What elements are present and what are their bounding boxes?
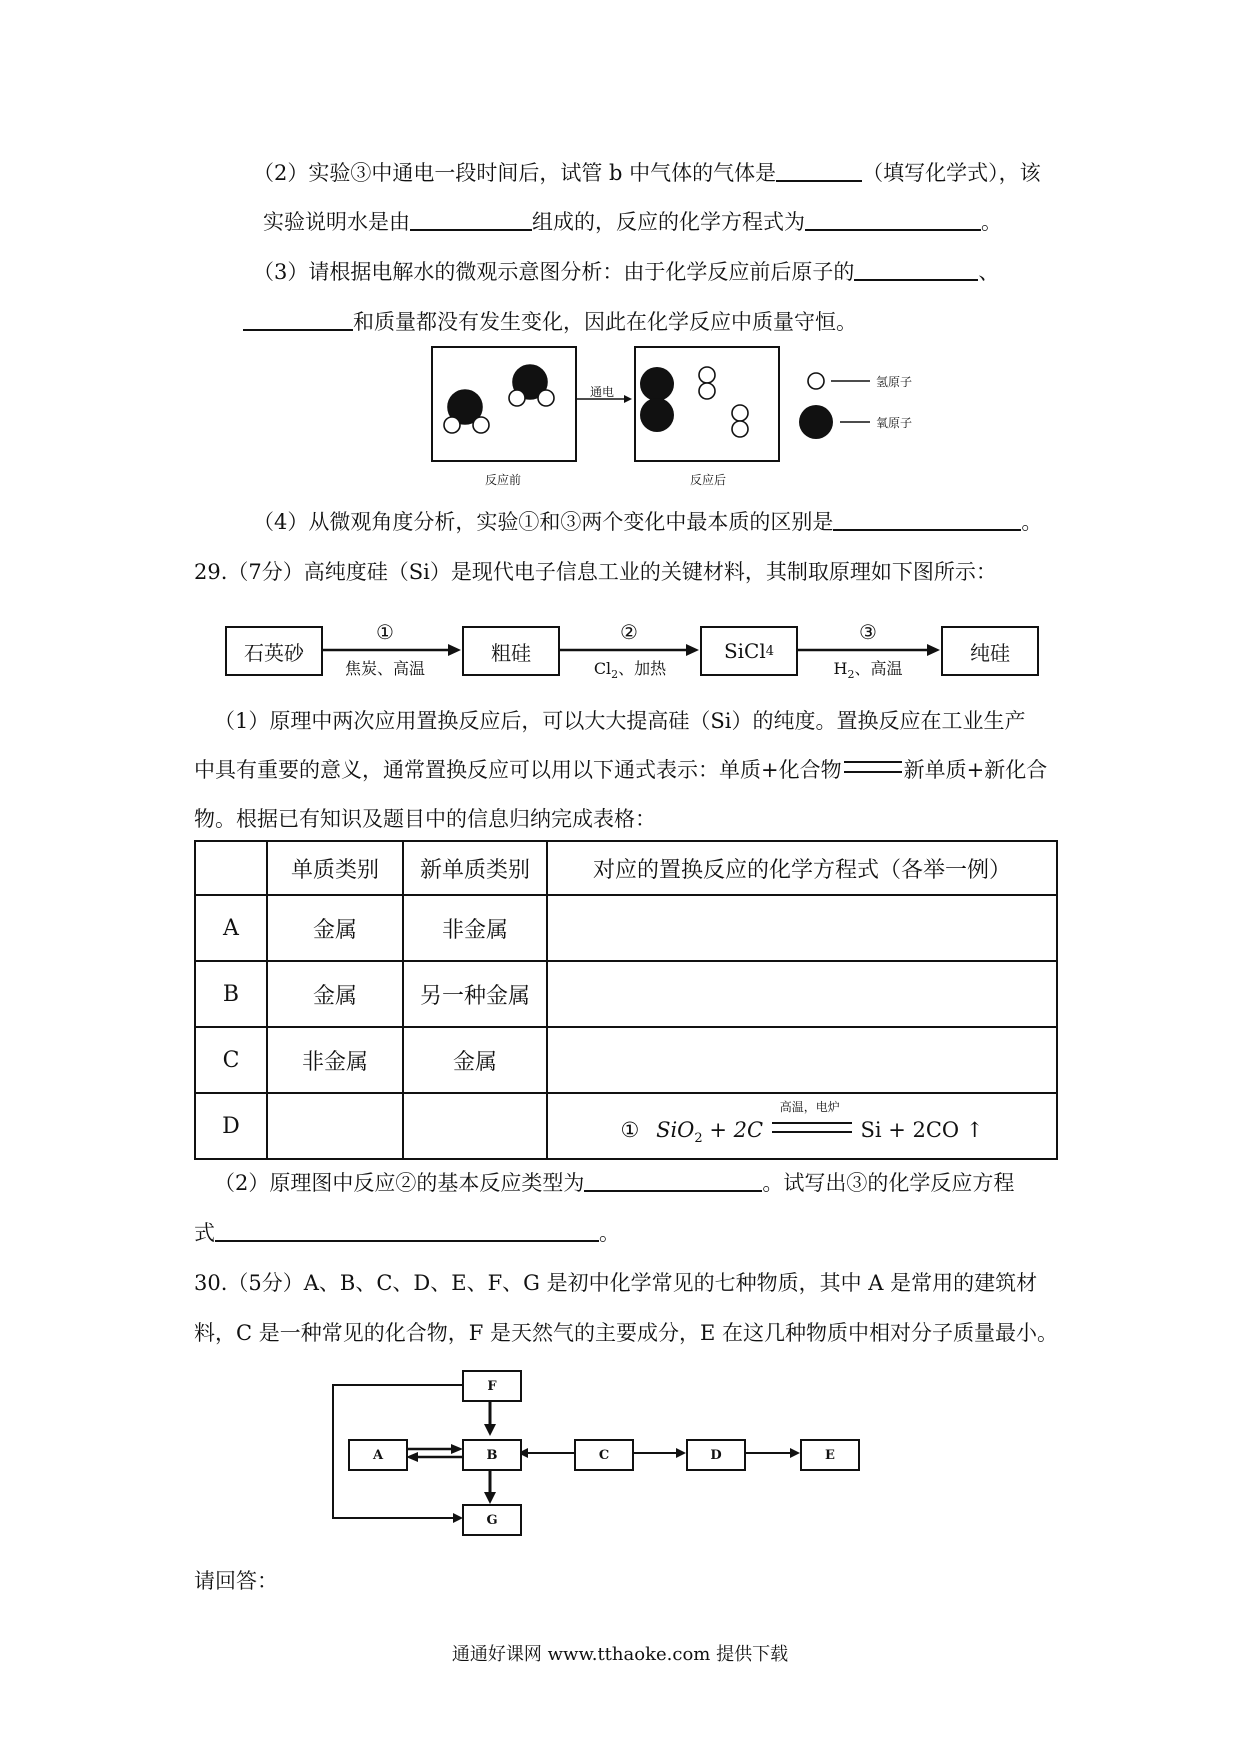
q29-p1-text-b: 新单质+新化合 (903, 758, 1048, 782)
q29-intro: 29.（7分）高纯度硅（Si）是现代电子信息工业的关键材料，其制取原理如下图所示： (194, 560, 997, 584)
before-label: 反应前 (485, 473, 522, 487)
q29-p1-line1: （1）原理中两次应用置换反应后，可以大大提高硅（Si）的纯度。置换反应在工业生产 (214, 709, 1026, 733)
row-product-type: 金属 (403, 1027, 547, 1093)
table-header-cell: 对应的置换反应的化学方程式（各举一例） (547, 841, 1057, 895)
row-equation-cell: ① SiO$_2$ + 2C 高温，电炉 Si + 2CO ↑ (547, 1093, 1057, 1159)
sicl4-subscript: 4 (765, 643, 775, 659)
flow-step-2-num: ② (620, 620, 638, 644)
q29-p1-text-a: 中具有重要的意义，通常置换反应可以用以下通式表示：单质+化合物 (194, 758, 842, 782)
row-id: C (195, 1027, 267, 1093)
gas-arrow-icon: ↑ (965, 1117, 984, 1142)
q29-p2-text-c: 式 (194, 1221, 215, 1245)
table-header-cell: 单质类别 (267, 841, 403, 895)
row-reactant-type: 非金属 (267, 1027, 403, 1093)
q28-p4-text-b: 。 (1021, 510, 1043, 534)
row-id: D (195, 1093, 267, 1159)
q28-p2-text-d: 组成的，反应的化学方程式为 (532, 210, 805, 234)
node-A: A (348, 1439, 408, 1471)
flow-node-pure-silicon: 纯硅 (941, 626, 1039, 676)
arrow-label: 通电 (590, 385, 615, 399)
flow-node-crude-silicon: 粗硅 (462, 626, 560, 676)
equation-rhs: Si + 2CO (860, 1117, 960, 1142)
legend-hydrogen-label: 氢原子 (876, 375, 913, 389)
equation-lhs-a: SiO (656, 1117, 695, 1142)
legend-oxygen-label: 氧原子 (876, 416, 913, 430)
q28-p2-text-a: （2）实验③中通电一段时间后，试管 b 中气体的气体是 (253, 161, 777, 185)
row-product-type: 非金属 (403, 895, 547, 961)
row-reactant-type: 金属 (267, 895, 403, 961)
flow-step-1-num: ① (376, 620, 394, 644)
row-id: B (195, 961, 267, 1027)
row-id: A (195, 895, 267, 961)
flow-step-3-num: ③ (859, 620, 877, 644)
node-F: F (462, 1370, 522, 1402)
table-header-cell: 新单质类别 (403, 841, 547, 895)
node-G: G (462, 1504, 522, 1536)
node-D: D (686, 1439, 746, 1471)
flow-step-3-cond: $H_2$、高温 (833, 659, 903, 682)
q28-p2-text-c: 实验说明水是由 (263, 210, 410, 234)
q30-ask: 请回答： (194, 1569, 278, 1593)
row-reactant-type: 金属 (267, 961, 403, 1027)
q29-p2-text-a: （2）原理图中反应②的基本反应类型为 (214, 1171, 585, 1195)
q29-p2-text-b: 。试写出③的化学反应方程 (762, 1171, 1015, 1195)
equation-number: ① (620, 1117, 640, 1142)
equation-condition: 高温，电炉 (779, 1099, 840, 1114)
q29-p2-text-d: 。 (599, 1221, 620, 1245)
q30-line2: 料，C 是一种常见的化合物，F 是天然气的主要成分，E 在这几种物质中相对分子质量最小。 (194, 1321, 1058, 1345)
q28-p4-text-a: （4）从微观角度分析，实验①和③两个变化中最本质的区别是 (253, 510, 834, 534)
q28-p3-text-b: 、 (978, 260, 1000, 284)
flow-step-2-cond: $Cl_2$、加热 (593, 659, 667, 682)
node-B: B (462, 1439, 522, 1471)
flow-node-sicl4: SiCl 4 (700, 626, 798, 676)
page-footer: 通通好课网 www.tthaoke.com 提供下载 (451, 1644, 789, 1665)
q28-p3-text-a: （3）请根据电解水的微观示意图分析：由于化学反应前后原子的 (253, 260, 855, 284)
flow-node-quartz-sand: 石英砂 (225, 626, 323, 676)
equation-lhs-b: + 2C (709, 1117, 764, 1142)
q28-p2-text-b: （填写化学式），该 (862, 161, 1041, 185)
flow-step-1-cond: 焦炭、高温 (344, 659, 425, 678)
q28-p2-text-e: 。 (981, 210, 1002, 234)
q30-line1: 30.（5分）A、B、C、D、E、F、G 是初中化学常见的七种物质，其中 A 是常用的建筑材 (194, 1271, 1038, 1295)
node-E: E (800, 1439, 860, 1471)
node-C: C (574, 1439, 634, 1471)
q28-p3-text-c: 和质量都没有发生变化，因此在化学反应中质量守恒。 (353, 310, 857, 334)
after-label: 反应后 (690, 473, 727, 487)
q29-p1-line3: 物。根据已有知识及题目中的信息归纳完成表格： (194, 807, 656, 831)
row-product-type: 另一种金属 (403, 961, 547, 1027)
